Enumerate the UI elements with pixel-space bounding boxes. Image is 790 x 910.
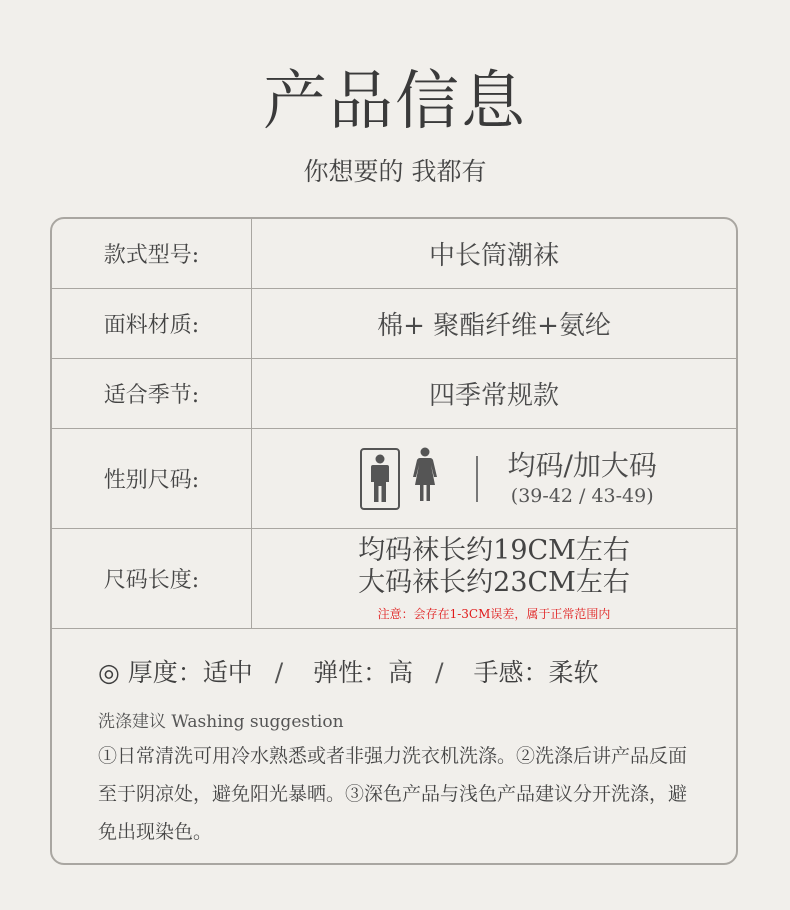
row-style [52,219,736,289]
feel-text: 手感：柔软 [473,658,599,687]
thickness-text: 厚度：适中 [127,658,253,687]
washing-title: 洗涤建议 Washing suggestion [98,712,344,732]
separator: / [274,658,284,687]
season-label: 适合季节: [52,359,252,428]
gender-divider [476,456,478,502]
circle-marker-icon: ◎ [98,658,120,687]
length-regular: 均码袜长约19CM左右 [358,535,630,566]
property-line [98,653,599,689]
size-label: 性别尺码: [52,429,252,528]
style-label: 款式型号: [52,219,252,288]
length-value-cell [252,529,736,628]
size-value-cell [252,429,736,528]
material-label: 面料材质: [52,289,252,358]
elasticity-text: 弹性：高 [313,658,414,687]
female-toilet-icon [412,447,438,510]
season-value: 四季常规款 [428,381,559,411]
care-section [52,629,736,863]
page-title: 产品信息 [263,65,527,139]
product-info-card [50,217,738,865]
washing-text: ①日常清洗可用冷水熟悉或者非强力洗衣机洗涤。②洗涤后讲产品反面至于阴凉处，避免阳光暴晒。③深色产品与浅色产品建议分开洗涤，避免出现染色。 [98,745,688,843]
size-range: (39-42 / 43-49) [510,484,654,507]
length-note: 注意：会存在1-3CM误差，属于正常范围内 [377,607,611,621]
length-label: 尺码长度: [52,529,252,628]
style-value: 中长筒潮袜 [428,241,559,271]
separator: / [435,658,444,687]
male-toilet-icon [360,448,400,510]
row-material [52,289,736,359]
row-size [52,429,736,529]
row-season [52,359,736,429]
page-subtitle: 你想要的 我都有 [303,157,487,186]
row-length [52,529,736,629]
material-value: 棉+ 聚酯纤维+氨纶 [377,311,611,341]
size-value: 均码/加大码 [507,448,657,482]
length-large: 大码袜长约23CM左右 [358,567,630,598]
